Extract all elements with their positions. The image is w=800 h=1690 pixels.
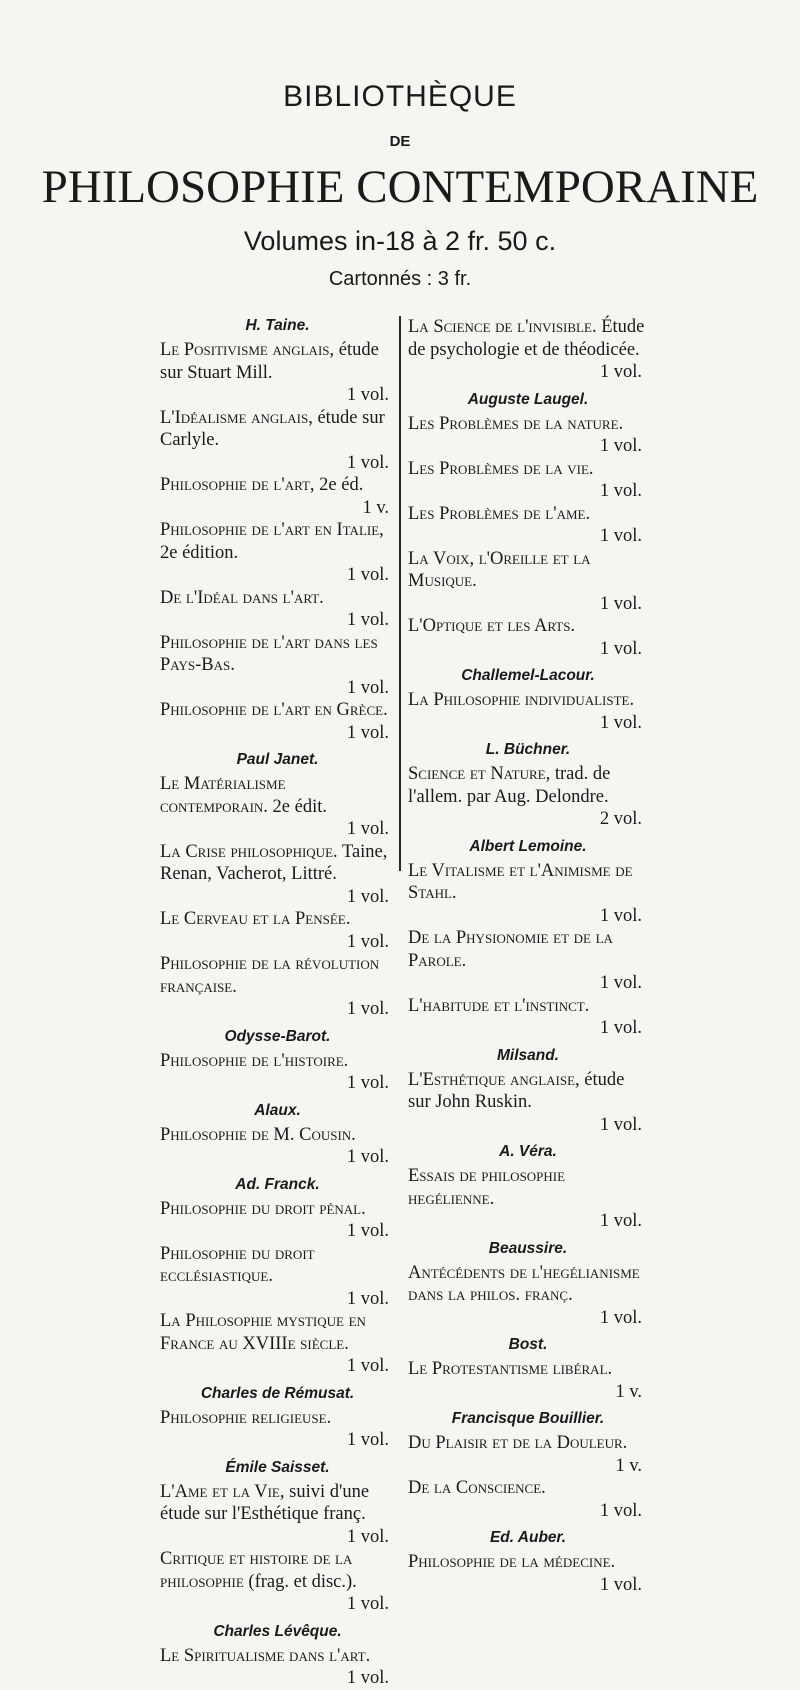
book-title: Philosophie de l'art en Italie, — [160, 520, 384, 540]
volume-count: 1 vol. — [599, 481, 642, 501]
author-heading: A. Véra. — [499, 1143, 557, 1160]
left-column — [160, 316, 395, 1690]
volume-count: 1 vol. — [346, 1221, 389, 1241]
book-title: Du Plaisir et de la Douleur. — [408, 1433, 628, 1453]
book-entry — [408, 689, 648, 734]
book-entry — [408, 763, 648, 831]
volume-count: 1 vol. — [599, 1307, 642, 1328]
book-title: L'Idéalisme anglais, — [160, 407, 313, 428]
author-heading: H. Taine. — [245, 317, 310, 334]
book-title: Critique et histoire de la philosophie — [160, 1549, 353, 1592]
book-entry — [408, 995, 648, 1040]
volume-count: 1 vol. — [346, 565, 389, 585]
book-title: De l'Idéal dans l'art. — [160, 587, 324, 608]
book-entry — [408, 316, 648, 384]
book-entry — [408, 615, 648, 660]
book-subtitle: étude sur Stuart Mill. — [160, 340, 379, 383]
volume-count: 1 vol. — [346, 1668, 389, 1688]
book-entry — [160, 474, 395, 519]
volume-count: 1 vol. — [599, 638, 642, 659]
author-heading: Challemel-Lacour. — [461, 667, 595, 684]
volume-count: 1 vol. — [346, 1356, 389, 1376]
book-title: Philosophie de la médecine. — [408, 1552, 616, 1572]
volume-count: 1 vol. — [599, 593, 642, 614]
book-title: Les Problèmes de la vie. — [408, 458, 594, 479]
book-title: Les Problèmes de l'ame. — [408, 503, 591, 524]
book-entry — [160, 908, 395, 953]
book-entry — [408, 860, 648, 928]
volume-count: 2 vol. — [599, 809, 642, 829]
book-entry — [408, 1069, 648, 1137]
author-heading: Odysse-Barot. — [224, 1027, 331, 1045]
author-heading: Émile Saisset. — [225, 1458, 330, 1476]
book-entry — [408, 1358, 648, 1403]
book-entry — [408, 1262, 648, 1330]
book-entry — [408, 1477, 648, 1522]
author-heading: L. Büchner. — [485, 741, 571, 758]
volume-count: 1 vol. — [346, 1288, 389, 1309]
book-entry — [160, 407, 395, 475]
book-title: La Voix, l'Oreille et la Musique. — [408, 548, 591, 591]
volume-count: 1 vol. — [346, 819, 389, 839]
book-title: Philosophie de l'art en Grèce. — [160, 700, 388, 720]
volume-count: 1 vol. — [346, 677, 389, 698]
book-entry — [160, 953, 395, 1021]
book-entry — [408, 1165, 648, 1233]
volume-count: 1 vol. — [599, 526, 642, 546]
volume-count: 1 vol. — [599, 1574, 642, 1595]
book-entry — [160, 1198, 395, 1243]
book-title: La Philosophie mystique en France au XVIIIe siècle. — [160, 1311, 366, 1354]
book-subtitle: 2e éd. — [319, 475, 364, 495]
book-entry — [160, 841, 395, 909]
book-title: Philosophie de l'histoire. — [160, 1050, 349, 1071]
volume-count: 1 vol. — [346, 722, 389, 743]
volume-count: 1 vol. — [346, 999, 389, 1019]
book-title: L'Esthétique anglaise, — [408, 1069, 580, 1090]
book-entry — [160, 632, 395, 700]
book-title: Le Spiritualisme dans l'art. — [160, 1645, 371, 1666]
book-title: Le Vitalisme et l'Animisme de Stahl. — [408, 860, 633, 903]
book-title: Le Protestantisme libéral. — [408, 1359, 613, 1379]
volume-count: 1 vol. — [599, 1211, 642, 1231]
book-subtitle: 2e édition. — [160, 542, 239, 563]
book-entry — [160, 587, 395, 632]
book-subtitle: 2e édit. — [272, 796, 327, 817]
book-title: Philosophie de M. Cousin. — [160, 1124, 356, 1145]
book-subtitle: étude sur Carlyle. — [160, 407, 385, 450]
book-title: La Science de l'invisible. — [408, 317, 597, 337]
volumes-price-line: Volumes in-18 à 2 fr. 50 c. — [243, 226, 557, 256]
book-title: La Philosophie individualiste. — [408, 690, 635, 710]
volume-count: 1 v. — [362, 497, 389, 518]
book-title: Philosophie de la révolution française. — [160, 954, 380, 997]
volume-count: 1 vol. — [346, 452, 389, 473]
book-entry — [408, 413, 648, 458]
volume-count: 1 v. — [615, 1381, 642, 1402]
volume-count: 1 vol. — [599, 436, 642, 456]
book-entry — [408, 1432, 648, 1477]
book-entry — [160, 1481, 395, 1549]
book-title: Philosophie du droit pénal. — [160, 1198, 366, 1219]
author-heading: Francisque Bouillier. — [451, 1410, 605, 1427]
volume-count: 1 vol. — [599, 973, 642, 993]
author-heading: Bost. — [508, 1336, 548, 1353]
page-title: PHILOSOPHIE CONTEMPORAINE — [41, 161, 759, 213]
book-entry — [160, 699, 395, 744]
book-entry — [160, 339, 395, 407]
author-heading: Charles de Rémusat. — [200, 1384, 355, 1402]
book-entry — [408, 927, 648, 995]
book-title: L'Optique et les Arts. — [408, 616, 576, 636]
book-entry — [160, 773, 395, 841]
book-entry — [160, 1310, 395, 1378]
de-heading: DE — [389, 133, 411, 150]
bibliotheque-heading: BIBLIOTHÈQUE — [283, 80, 517, 113]
volume-count: 1 vol. — [346, 1147, 389, 1167]
book-subtitle: étude sur John Ruskin. — [408, 1069, 625, 1112]
author-heading: Paul Janet. — [236, 751, 319, 768]
volume-count: 1 vol. — [346, 886, 389, 907]
book-entry — [160, 1124, 395, 1169]
book-entry — [160, 519, 395, 587]
book-entry — [160, 1050, 395, 1095]
volume-count: 1 vol. — [346, 385, 389, 405]
volume-count: 1 vol. — [346, 1594, 389, 1614]
column-divider — [399, 316, 401, 871]
book-title: Le Positivisme anglais, — [160, 340, 335, 360]
book-title: Philosophie de l'art dans les Pays-Bas. — [160, 632, 378, 675]
volume-count: 1 vol. — [599, 362, 642, 382]
volume-count: 1 v. — [615, 1455, 642, 1476]
right-column — [408, 316, 648, 1596]
volume-count: 1 vol. — [599, 1500, 642, 1521]
book-subtitle: Taine, Renan, Vacherot, Littré. — [160, 841, 388, 884]
cartonnes-price-line: Cartonnés : 3 fr. — [328, 268, 472, 290]
volume-count: 1 vol. — [599, 712, 642, 733]
book-subtitle: (frag. et disc.). — [248, 1571, 357, 1592]
book-title: Essais de philosophie hegélienne. — [408, 1166, 566, 1209]
book-title: De la Conscience. — [408, 1478, 546, 1498]
book-subtitle: trad. de l'allem. par Aug. Delondre. — [408, 764, 611, 807]
book-entry — [408, 1551, 648, 1596]
volume-count: 1 vol. — [599, 1114, 642, 1135]
author-heading: Beaussire. — [488, 1239, 568, 1257]
author-heading: Ad. Franck. — [235, 1175, 320, 1193]
volume-count: 1 vol. — [346, 931, 389, 952]
volume-count: 1 vol. — [346, 1073, 389, 1093]
book-title: Antécédents de l'hegélianisme dans la philos. franç. — [408, 1262, 640, 1305]
volume-count: 1 vol. — [346, 610, 389, 630]
book-entry — [160, 1645, 395, 1690]
book-entry — [160, 1243, 395, 1311]
book-title: Philosophie du droit ecclésiastique. — [160, 1243, 315, 1286]
book-entry — [160, 1407, 395, 1452]
book-title: De la Physionomie et de la Parole. — [408, 928, 613, 971]
book-title: La Crise philosophique. — [160, 841, 338, 862]
book-entry — [408, 503, 648, 548]
author-heading: Albert Lemoine. — [469, 837, 587, 855]
book-subtitle: suivi d'une étude sur l'Esthétique franç. — [160, 1481, 370, 1524]
author-heading: Ed. Auber. — [489, 1529, 567, 1546]
author-heading: Milsand. — [496, 1046, 559, 1064]
book-title: Science et Nature, — [408, 764, 551, 784]
book-title: L'Ame et la Vie, — [160, 1481, 285, 1502]
book-title: Le Matérialisme contemporain. — [160, 774, 286, 817]
book-title: Philosophie de l'art, — [160, 475, 315, 495]
book-title: Philosophie religieuse. — [160, 1407, 332, 1428]
author-heading: Auguste Laugel. — [467, 390, 589, 408]
book-title: L'habitude et l'instinct. — [408, 995, 590, 1016]
volume-count: 1 vol. — [346, 1526, 389, 1547]
author-heading: Alaux. — [254, 1101, 301, 1119]
book-title: Les Problèmes de la nature. — [408, 413, 624, 434]
author-heading: Charles Lévêque. — [213, 1622, 342, 1640]
book-entry — [408, 458, 648, 503]
book-entry — [160, 1548, 395, 1616]
book-title: Le Cerveau et la Pensée. — [160, 909, 351, 929]
book-subtitle: Étude de psychologie et de théodicée. — [408, 317, 645, 360]
book-entry — [408, 548, 648, 616]
volume-count: 1 vol. — [599, 905, 642, 926]
volume-count: 1 vol. — [599, 1018, 642, 1038]
volume-count: 1 vol. — [346, 1430, 389, 1450]
